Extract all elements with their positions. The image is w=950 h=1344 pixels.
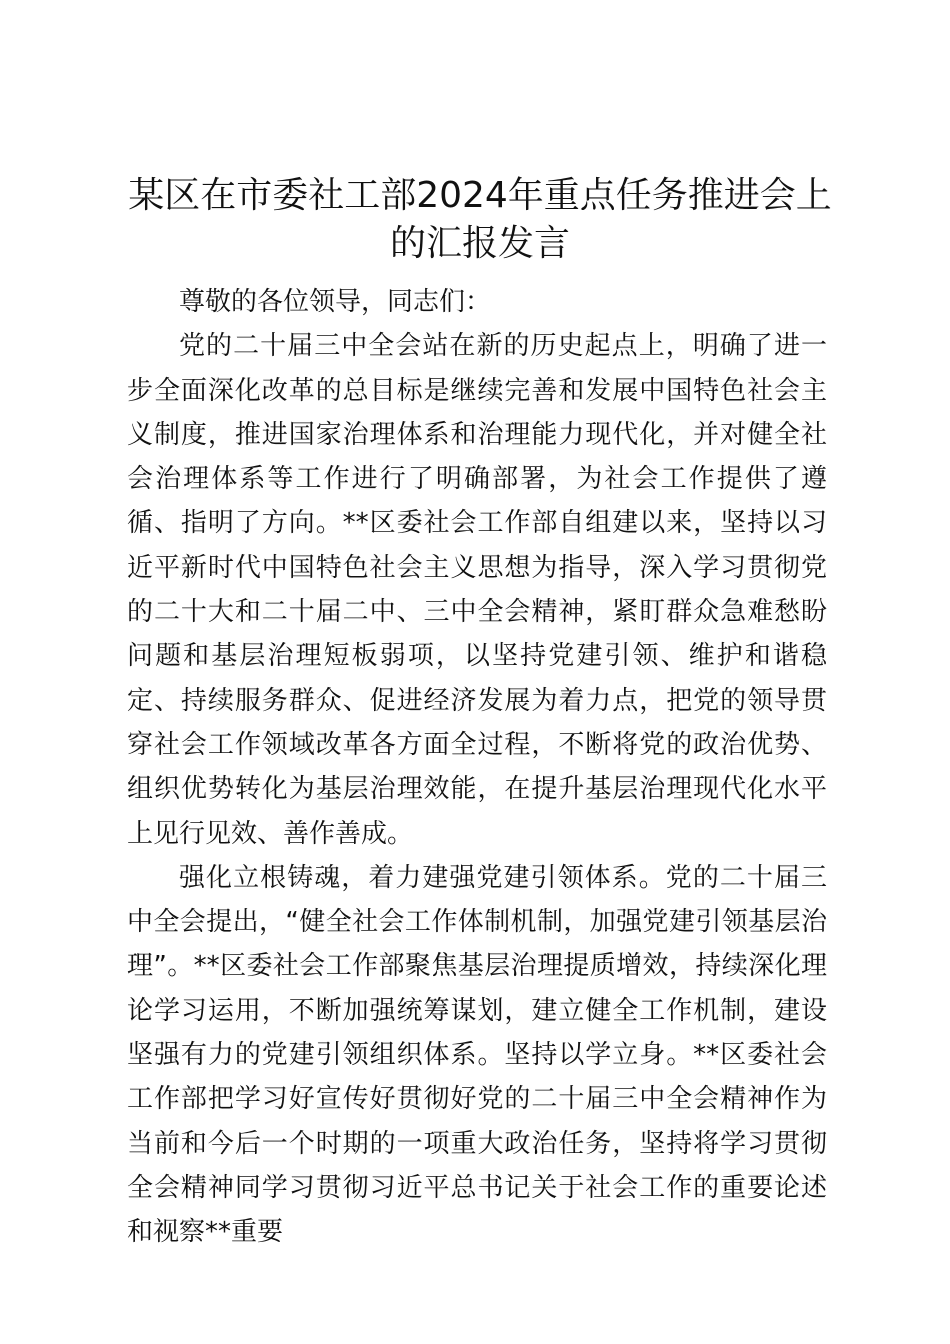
document-title: 某区在市委社工部2024年重点任务推进会上的汇报发言 <box>128 175 832 264</box>
document-body <box>127 280 827 1255</box>
paragraph-2: 强化立根铸魂，着力建强党建引领体系。党的二十届三中全会提出，“健全社会工作体制机制，加强党建引领基层治理”。**区委社会工作部聚焦基层治理提质增效，持续深化理论学习运用，不断加强统筹谋划，建立健全工作机制，建设坚强有力的党建引领组织体系。坚持以学立身。**区委社会工作部把学习好宣传好贯彻好党的二十届三中全会精神作为当前和今后一个时期的一项重大政治任务，坚持将学习贯彻全会精神同学习贯彻习近平总书记关于社会工作的重要论述和视察**重要 <box>127 862 827 1248</box>
salutation: 尊敬的各位领导，同志们： <box>179 287 492 317</box>
paragraph-1: 党的二十届三中全会站在新的历史起点上，明确了进一步全面深化改革的总目标是继续完善和发展中国特色社会主义制度，推进国家治理体系和治理能力现代化，并对健全社会治理体系等工作进行了明确部署，为社会工作提供了遵循、指明了方向。**区委社会工作部自组建以来，坚持以习近平新时代中国特色社会主义思想为指导，深入学习贯彻党的二十大和二十届二中、三中全会精神，紧盯群众急难愁盼问题和基层治理短板弱项，以坚持党建引领、维护和谐稳定、持续服务群众、促进经济发展为着力点，把党的领导贯穿社会工作领域改革各方面全过程，不断将党的政治优势、组织优势转化为基层治理效能，在提升基层治理现代化水平上见行见效、善作善成。 <box>127 331 827 849</box>
